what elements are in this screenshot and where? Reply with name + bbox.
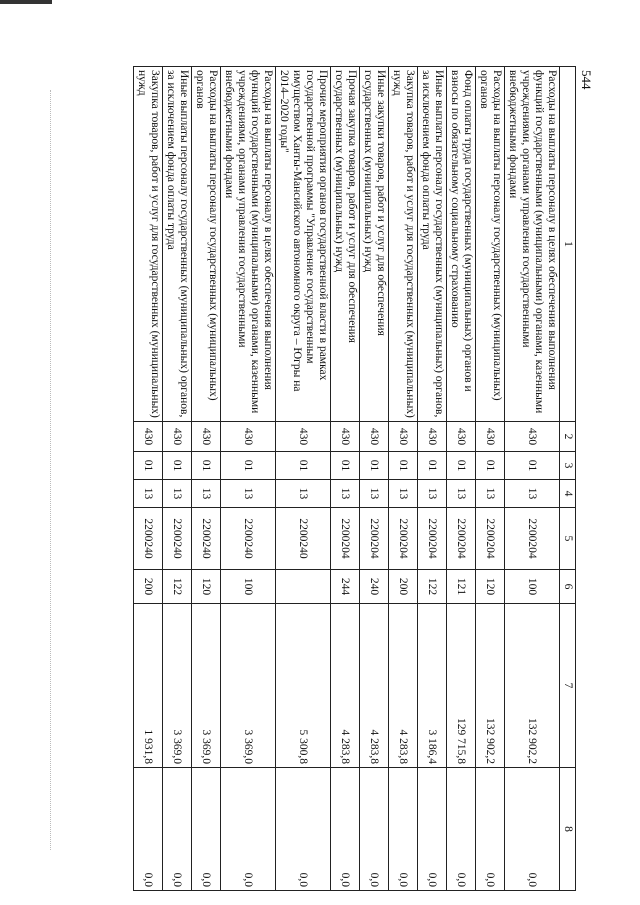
row-code-expense-type: [276, 570, 331, 604]
row-code-admin: 430: [276, 422, 331, 452]
row-amount-other: 0,0: [389, 768, 418, 891]
row-code-admin: 430: [163, 422, 192, 452]
table-row: [134, 67, 163, 891]
row-code-subsection: 13: [163, 480, 192, 508]
row-amount-current: 5 300,8: [276, 604, 331, 768]
row-code-section: 01: [476, 452, 505, 480]
row-amount-other: 0,0: [192, 768, 221, 891]
row-code-expense-type: 120: [192, 570, 221, 604]
row-code-section: 01: [276, 452, 331, 480]
column-header: 6: [560, 570, 576, 604]
row-code-section: 01: [505, 452, 560, 480]
row-code-subsection: 13: [221, 480, 276, 508]
column-header: 2: [560, 422, 576, 452]
row-code-expense-type: 121: [447, 570, 476, 604]
row-code-expense-type: 120: [476, 570, 505, 604]
row-amount-other: 0,0: [221, 768, 276, 891]
row-amount-other: 0,0: [134, 768, 163, 891]
margin-guide: [50, 90, 51, 850]
row-description: Иные закупки товаров, работ и услуг для обеспечения государственных (муниципальных) нужд: [360, 67, 389, 422]
row-code-target: 2200204: [331, 508, 360, 570]
row-code-admin: 430: [476, 422, 505, 452]
scan-artifact: [0, 0, 52, 4]
row-amount-current: 3 369,0: [192, 604, 221, 768]
row-code-target: 2200204: [418, 508, 447, 570]
page-number: 544: [579, 70, 594, 90]
row-code-target: 2200204: [476, 508, 505, 570]
row-description: Иные выплаты персоналу государственных (муниципальных) органов, за исключением фонда оплаты труда: [163, 67, 192, 422]
table-row: [505, 67, 560, 891]
row-code-section: 01: [389, 452, 418, 480]
row-code-target: 2200204: [360, 508, 389, 570]
row-description: Прочие мероприятия органов государственной власти в рамках государственной программы "Управление государственным имуществом Ханты-Мансийского автономного округа – Югры на 2014–2020 годы": [276, 67, 331, 422]
row-code-section: 01: [447, 452, 476, 480]
row-code-target: 2200204: [389, 508, 418, 570]
table-body: [134, 67, 560, 891]
row-code-expense-type: 100: [505, 570, 560, 604]
header-row: [560, 67, 576, 891]
row-code-target: 2200240: [276, 508, 331, 570]
row-amount-other: 0,0: [447, 768, 476, 891]
row-code-admin: 430: [192, 422, 221, 452]
row-code-expense-type: 122: [163, 570, 192, 604]
row-amount-other: 0,0: [418, 768, 447, 891]
table-row: [389, 67, 418, 891]
row-code-target: 2200204: [447, 508, 476, 570]
row-code-subsection: 13: [331, 480, 360, 508]
table-row: [163, 67, 192, 891]
row-code-subsection: 13: [505, 480, 560, 508]
table-row: [418, 67, 447, 891]
row-code-admin: 430: [505, 422, 560, 452]
table-row: [331, 67, 360, 891]
row-description: Расходы на выплаты персоналу государственных (муниципальных) органов: [192, 67, 221, 422]
column-header: 5: [560, 508, 576, 570]
row-amount-other: 0,0: [505, 768, 560, 891]
row-amount-current: 3 369,0: [221, 604, 276, 768]
row-amount-current: 132 902,2: [476, 604, 505, 768]
table-row: [221, 67, 276, 891]
row-description: Закупка товаров, работ и услуг для государственных (муниципальных) нужд: [389, 67, 418, 422]
row-description: Прочая закупка товаров, работ и услуг для обеспечения государственных (муниципальных) нужд: [331, 67, 360, 422]
budget-table: [133, 66, 576, 891]
row-code-expense-type: 122: [418, 570, 447, 604]
row-amount-current: 4 283,8: [360, 604, 389, 768]
table-row: [476, 67, 505, 891]
row-code-section: 01: [192, 452, 221, 480]
row-amount-other: 0,0: [276, 768, 331, 891]
row-code-subsection: 13: [389, 480, 418, 508]
row-description: Иные выплаты персоналу государственных (муниципальных) органов, за исключением фонда оплаты труда: [418, 67, 447, 422]
row-code-target: 2200240: [134, 508, 163, 570]
column-header: 8: [560, 768, 576, 891]
row-code-admin: 430: [134, 422, 163, 452]
row-amount-other: 0,0: [331, 768, 360, 891]
row-amount-current: 4 283,8: [389, 604, 418, 768]
table-row: [276, 67, 331, 891]
row-amount-other: 0,0: [360, 768, 389, 891]
row-code-target: 2200240: [163, 508, 192, 570]
row-amount-current: 1 931,8: [134, 604, 163, 768]
column-header: 7: [560, 604, 576, 768]
row-code-subsection: 13: [476, 480, 505, 508]
row-code-expense-type: 240: [360, 570, 389, 604]
row-code-subsection: 13: [360, 480, 389, 508]
row-code-section: 01: [221, 452, 276, 480]
row-code-expense-type: 200: [134, 570, 163, 604]
row-code-subsection: 13: [418, 480, 447, 508]
row-code-target: 2200204: [505, 508, 560, 570]
row-amount-other: 0,0: [476, 768, 505, 891]
row-amount-current: 4 283,8: [331, 604, 360, 768]
row-code-expense-type: 200: [389, 570, 418, 604]
row-code-section: 01: [418, 452, 447, 480]
row-code-subsection: 13: [192, 480, 221, 508]
row-code-section: 01: [331, 452, 360, 480]
row-code-admin: 430: [447, 422, 476, 452]
table-row: [360, 67, 389, 891]
row-code-admin: 430: [331, 422, 360, 452]
row-code-subsection: 13: [447, 480, 476, 508]
row-description: Расходы на выплаты персоналу в целях обеспечения выполнения функций государственными (муниципальными) органами, казенными учреждениями, органами управления государственными внебюджетными фондами: [505, 67, 560, 422]
row-code-subsection: 13: [276, 480, 331, 508]
row-code-admin: 430: [221, 422, 276, 452]
column-header: 3: [560, 452, 576, 480]
table-row: [447, 67, 476, 891]
rotated-table-container: [106, 66, 576, 890]
row-code-target: 2200240: [221, 508, 276, 570]
column-header: 1: [560, 67, 576, 422]
row-amount-current: 129 715,8: [447, 604, 476, 768]
row-code-expense-type: 100: [221, 570, 276, 604]
row-amount-current: 3 186,4: [418, 604, 447, 768]
row-code-subsection: 13: [134, 480, 163, 508]
table-row: [192, 67, 221, 891]
row-description: Расходы на выплаты персоналу государственных (муниципальных) органов: [476, 67, 505, 422]
row-amount-other: 0,0: [163, 768, 192, 891]
row-code-admin: 430: [389, 422, 418, 452]
column-header: 4: [560, 480, 576, 508]
row-code-section: 01: [163, 452, 192, 480]
row-code-target: 2200240: [192, 508, 221, 570]
row-description: Фонд оплаты труда государственных (муниципальных) органов и взносы по обязательному социальному страхованию: [447, 67, 476, 422]
row-code-expense-type: 244: [331, 570, 360, 604]
row-description: Закупка товаров, работ и услуг для государственных (муниципальных) нужд: [134, 67, 163, 422]
row-amount-current: 132 902,2: [505, 604, 560, 768]
row-description: Расходы на выплаты персоналу в целях обеспечения выполнения функций государственными (муниципальными) органами, казенными учреждениями, органами управления государственными внебюджетными фондами: [221, 67, 276, 422]
row-code-admin: 430: [418, 422, 447, 452]
row-amount-current: 3 369,0: [163, 604, 192, 768]
row-code-admin: 430: [360, 422, 389, 452]
row-code-section: 01: [360, 452, 389, 480]
row-code-section: 01: [134, 452, 163, 480]
